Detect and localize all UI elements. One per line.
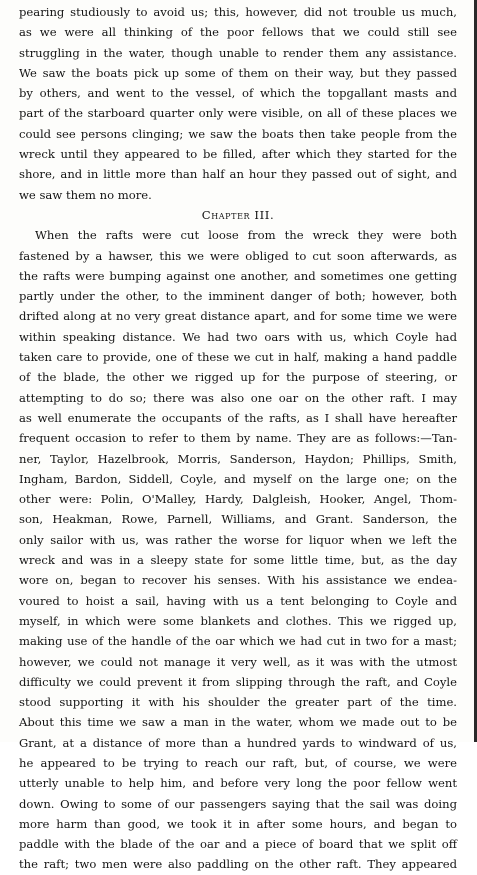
text-line: taken care to provide, one of these we cut in half, making a hand paddle xyxy=(19,350,457,365)
text-line: fastened by a hawser, this we were obliged to cut soon afterwards, as xyxy=(19,248,457,263)
text-line: wore on, began to recover his senses. With his assistance we endea- xyxy=(19,573,457,588)
text-line: partly under the other, to the imminent danger of both; however, both xyxy=(19,289,457,304)
chapter-paragraph xyxy=(19,225,457,875)
text-line: wreck and was in a sleepy state for some little time, but, as the day xyxy=(19,553,457,568)
text-line: he appeared to be trying to reach our raft, but, of course, we were xyxy=(19,755,457,770)
text-line: myself, in which were some blankets and clothes. This we rigged up, xyxy=(19,613,457,628)
text-line: utterly unable to help him, and before very long the poor fellow went xyxy=(19,776,457,791)
text-line: shore, and in little more than half an hour they passed out of sight, and xyxy=(19,167,457,182)
text-line: wreck until they appeared to be filled, after which they started for the xyxy=(19,147,457,162)
text-line: the raft; two men were also paddling on the other raft. They appeared xyxy=(19,857,457,872)
text-line: we saw them no more. xyxy=(19,187,152,202)
text-line: of the blade, the other we rigged up for the purpose of steering, or xyxy=(19,370,457,385)
text-line: other were: Polin, O'Malley, Hardy, Dalgleish, Hooker, Angel, Thom- xyxy=(19,492,457,507)
text-line: by others, and went to the vessel, of which the topgallant masts and xyxy=(19,86,457,101)
text-line: struggling in the water, though unable to render them any assistance. xyxy=(19,45,457,60)
text-line: attempting to do so; there was also one oar on the other raft. I may xyxy=(19,390,457,405)
text-line: however, we could not manage it very well, as it was with the utmost xyxy=(19,654,457,669)
text-line: paddle with the blade of the oar and a piece of board that we split off xyxy=(19,837,457,852)
text-line: as well enumerate the occupants of the rafts, as I shall have hereafter xyxy=(19,410,457,425)
text-line: Ingham, Bardon, Siddell, Coyle, and myself on the large one; on the xyxy=(19,471,457,486)
text-line: voured to hoist a sail, having with us a tent belonging to Coyle and xyxy=(19,593,457,608)
text-line: Grant, at a distance of more than a hundred yards to windward of us, xyxy=(19,735,457,750)
paragraph-continuation xyxy=(19,2,457,205)
text-line: part of the starboard quarter only were visible, on all of these places we xyxy=(19,106,457,121)
text-line: When the rafts were cut loose from the wreck they were both xyxy=(35,228,457,243)
text-line: We saw the boats pick up some of them on their way, but they passed xyxy=(19,65,457,80)
text-line: could see persons clinging; we saw the boats then take people from the xyxy=(19,126,457,141)
text-line: the rafts were bumping against one another, and sometimes one getting xyxy=(19,268,457,283)
text-line: within speaking distance. We had two oars with us, which Coyle had xyxy=(19,329,457,344)
text-line: making use of the handle of the oar which we had cut in two for a mast; xyxy=(19,634,457,649)
text-line: down. Owing to some of our passengers saying that the sail was doing xyxy=(19,796,457,811)
text-line: difficulty we could prevent it from slipping through the raft, and Coyle xyxy=(19,674,457,689)
body-text xyxy=(19,2,457,875)
text-line: as we were all thinking of the poor fellows that we could still see xyxy=(19,25,457,40)
text-line: ner, Taylor, Hazelbrook, Morris, Sanderson, Haydon; Phillips, Smith, xyxy=(19,451,457,466)
text-line: frequent occasion to refer to them by name. They are as follows:—Tan- xyxy=(19,431,457,446)
chapter-heading: Chapter III. xyxy=(201,207,275,222)
text-line: more harm than good, we took it in after some hours, and began to xyxy=(19,816,457,831)
text-line: stood supporting it with his shoulder the greater part of the time. xyxy=(19,695,457,710)
text-line: About this time we saw a man in the water, whom we made out to be xyxy=(19,715,457,730)
text-line: son, Heakman, Rowe, Parnell, Williams, and Grant. Sanderson, the xyxy=(19,512,457,527)
text-line: pearing studiously to avoid us; this, however, did not trouble us much, xyxy=(19,5,457,19)
text-line: drifted along at no very great distance apart, and for some time we were xyxy=(19,309,457,324)
text-line: only sailor with us, was rather the worse for liquor when we left the xyxy=(19,532,457,547)
